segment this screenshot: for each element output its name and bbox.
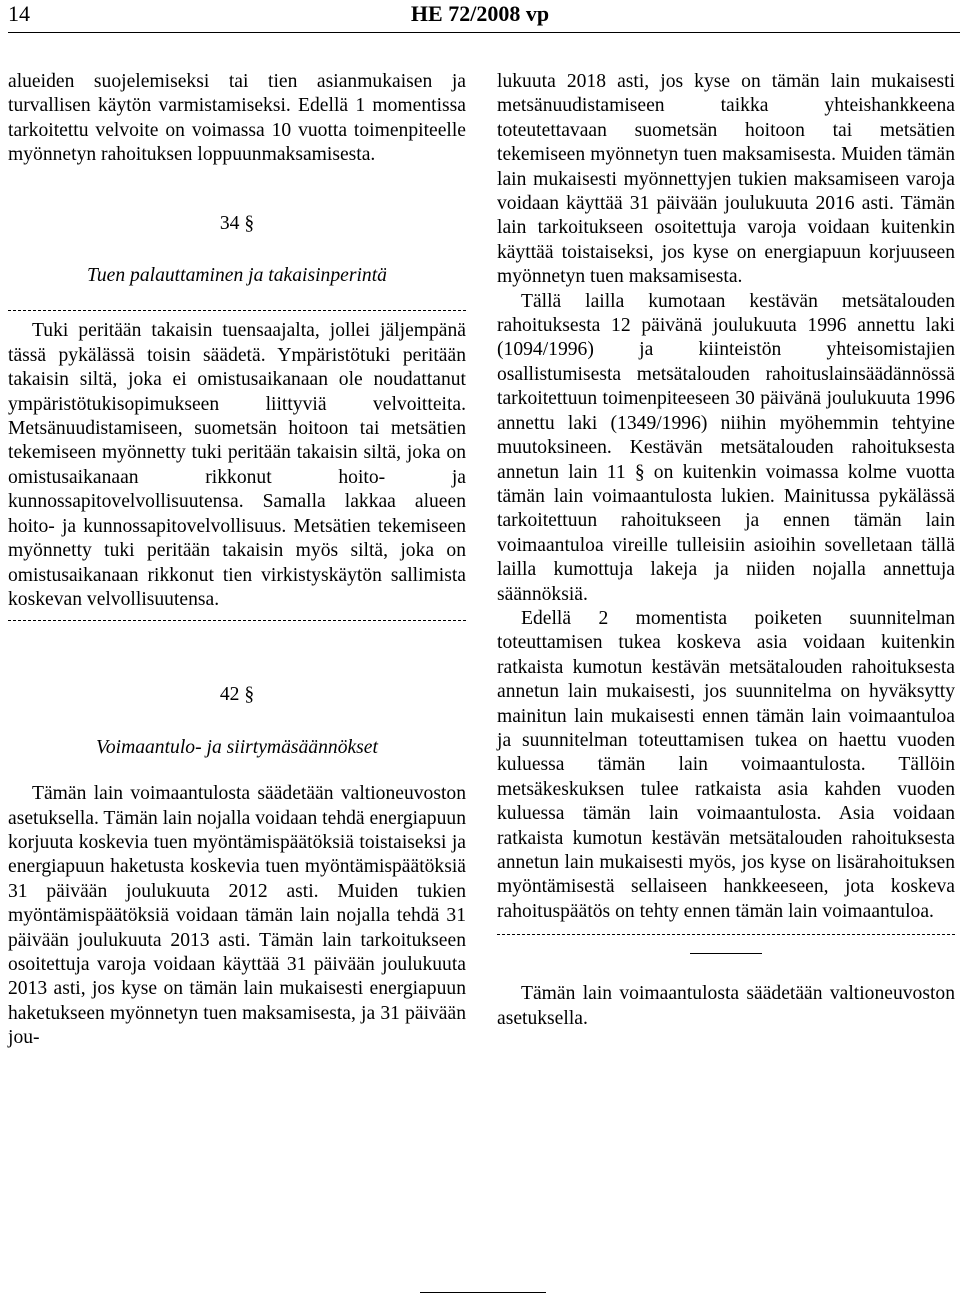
section-34-number: 34 § bbox=[219, 212, 255, 234]
omission-dashes-right bbox=[497, 934, 955, 935]
left-column bbox=[8, 70, 466, 1051]
section-spacer bbox=[8, 621, 466, 683]
section-42-title: Voimaantulo- ja siirtymäsäännökset bbox=[96, 736, 378, 758]
page-header bbox=[0, 0, 960, 34]
section-34-title: Tuen palauttaminen ja takaisinperintä bbox=[87, 265, 387, 287]
right-column bbox=[497, 70, 955, 1031]
section-42-number: 42 § bbox=[219, 684, 255, 706]
exception-paragraph: Edellä 2 momentista poiketen suunnitelman toteuttamisen tukea koskeva asia voidaan kuitenkin ratkaista kumotun kestävän metsätalouden rahoituksesta annetun lain mukaisesti, jos suunnitelma on hyväksytty mainitun lain mukaisesti ennen tämän lain voimaantuloa ja suunnitelman toteuttamisen tukea on haettu vuoden kuluessa tämän lain voimaantulosta. Tällöin metsäkeskuksen tulee ratkaista asia kahden vuoden kuluessa tämän lain voimaantulosta. Asia voidaan ratkaista kumotun kestävän metsätalouden rahoituksesta annetun lain mukaisesti myös, jos kyse on lisärahoituksen myöntämisestä sellaiseen hankkeeseen, jota koskeva rahoituspäätös on tehty ennen tämän lain voimaantuloa. bbox=[497, 607, 955, 922]
intro-paragraph: alueiden suojelemiseksi tai tien asianmukaisen ja turvallisen käytön varmistamiseksi. Edellä 1 momentissa tarkoitettu velvoite on voimassa 10 vuotta toimenpiteelle myönnetyn rahoituksen loppuunmaksamisesta. bbox=[8, 71, 466, 166]
closing-spacer bbox=[497, 954, 955, 982]
section-42-body: Tämän lain voimaantulosta säädetään valtioneuvoston asetuksella. Tämän lain nojalla voidaan tehdä energiapuun korjuuta koskevia tuen myöntämispäätöksiä toistaiseksi ja energiapuun haketusta koskevia tuen myöntämispäätöksiä 31 päivään joulukuuta 2012 asti. Muiden tukien myöntämispäätöksiä voidaan tämän lain nojalla tehdä 31 päivään joulukuuta 2013 asti. Tämän lain tarkoitukseen osoitettuja varoja voidaan käyttää 31 päivään joulukuuta 2013 asti, jos kyse on tämän lain mukaisesti energiapuun haketukseen myönnetyn tuen maksamisesta, ja 31 päivään jou- bbox=[8, 783, 466, 1049]
document-id: HE 72/2008 vp bbox=[410, 1, 550, 26]
page-number: 14 bbox=[8, 1, 30, 26]
header-rule bbox=[8, 32, 960, 33]
footer-rule bbox=[420, 1292, 546, 1293]
omission-dashes-top bbox=[8, 310, 466, 311]
continuation-paragraph: lukuuta 2018 asti, jos kyse on tämän lain mukaisesti metsänuudistamiseen taikka yhteishankkeena toteutettavaan suometsän hoitoon tai metsätien tekemiseen myönnetyn tuen maksamisesta. Muiden tämän lain mukaisesti myönnettyjen tukien maksamiseen varoja voidaan käyttää 31 päivään joulukuuta 2016 asti. Tämän lain tarkoitukseen osoitettuja varoja voidaan kuitenkin käyttää toistaiseksi, jos kyse on energiapuun korjuuseen myönnetyn tuen maksamisesta. bbox=[497, 71, 955, 288]
repeal-paragraph: Tällä lailla kumotaan kestävän metsätalouden rahoituksesta 12 päivänä joulukuuta 1996 annettu laki (1094/1996) ja kiinteistön yhteisomistajien osallistumisesta metsätalouden rahoituslainsäädännössä tarkoitettuun toimenpiteeseen 30 päivänä joulukuuta 1996 annettu laki (1349/1996) niihin myöhemmin tehtyine muutoksineen. Kestävän metsätalouden rahoituksesta annetun lain 11 § on kuitenkin voimassa kolme vuotta tämän lain voimaantulosta lukien. Mainitussa pykälässä tarkoitettuun rahoitukseen ja ennen tämän lain voimaantuloa vireille tulleisiin asioihin sovelletaan tällä lailla kumottuja lakeja ja niiden nojalla annettuja säännöksiä. bbox=[497, 290, 955, 605]
closing-paragraph: Tämän lain voimaantulosta säädetään valtioneuvoston asetuksella. bbox=[497, 983, 955, 1029]
section-34-body: Tuki peritään takaisin tuensaajalta, jollei jäljempänä tässä pykälässä toisin säädetä. Ympäristötuki peritään takaisin siltä, joka ei omistusaikanaan ole noudattanut ympäristötukisopimukseen liittyviä velvoitteita. Metsänuudistamiseen, suometsän hoitoon tai metsätien tekemiseen myönnetty tuki peritään takaisin siltä, joka on omistusaikanaan rikkonut hoito- ja kunnossapitovelvollisuutensa. Samalla lakkaa alueen hoito- ja kunnossapitovelvollisuus. Metsätien tekemiseen myönnetty tuki peritään takaisin myös siltä, joka on omistusaikanaan rikkonut tien virkistyskäytön sallimista koskevan velvollisuutensa. bbox=[8, 320, 466, 610]
